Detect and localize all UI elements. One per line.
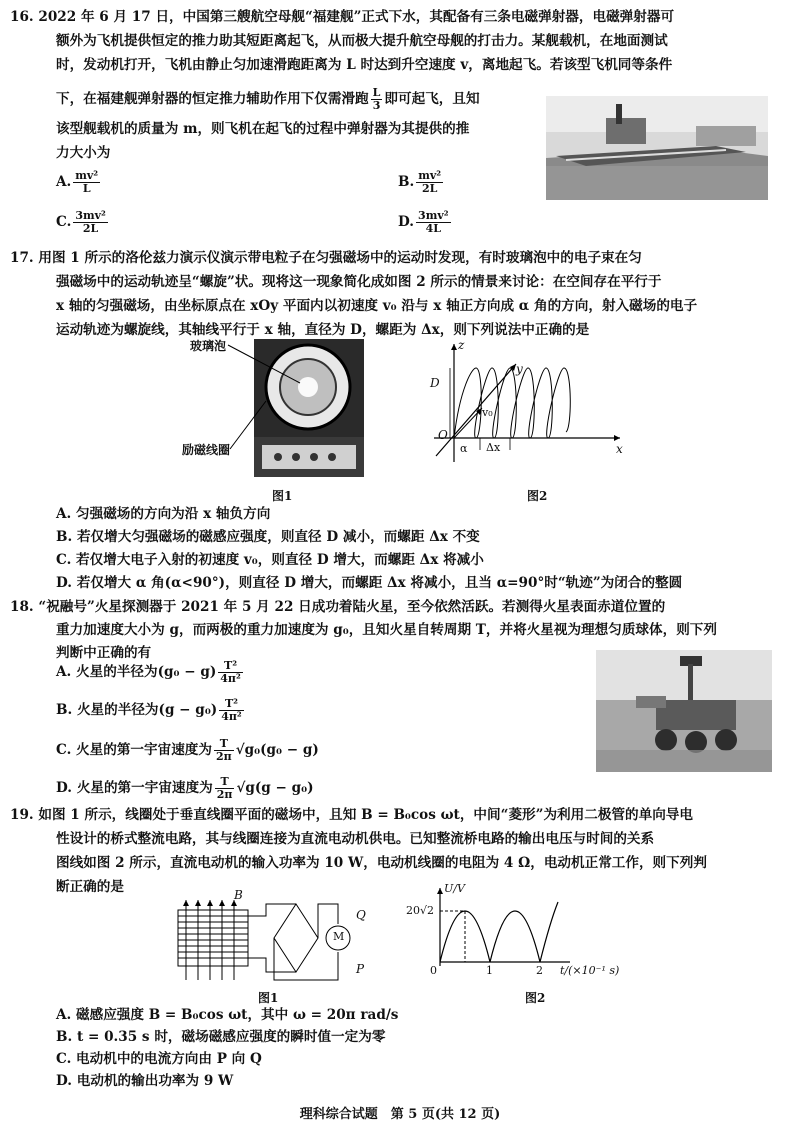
q19-option-d: D. 电动机的输出功率为 9 W bbox=[56, 1073, 234, 1089]
q17-line3: x 轴的匀强磁场，由坐标原点在 xOy 平面内以初速度 v₀ 沿与 x 轴正方向成 α 角的方向，射入磁场的电子 bbox=[56, 298, 698, 314]
q19-line3: 图线如图 2 所示，直流电动机的输入功率为 10 W，电动机线圈的电阻为 4 Ω，电动机正常工作，则下列判 bbox=[56, 855, 707, 871]
rectifier-circuit-figure bbox=[170, 888, 370, 988]
q17-option-c: C. 若仅增大电子入射的初速度 v₀，则直径 D 增大，而螺距 Δx 将减小 bbox=[56, 552, 484, 568]
x-axis-label: x bbox=[616, 442, 623, 456]
q17-line1: 17. 用图 1 所示的洛伦兹力演示仪演示带电粒子在匀强磁场中的运动时发现，有时玻璃泡中的电子束在匀 bbox=[10, 250, 642, 266]
q16-line2: 额外为飞机提供恒定的推力助其短距离起飞，从而极大提升航空母舰的打击力。某舰载机，在地面测试 bbox=[56, 33, 668, 49]
q18-option-b: B. 火星的半径为(g − g₀) $\frac{\text{T²}}{\text{4π²}}$ bbox=[56, 697, 242, 723]
q18-line2: 重力加速度大小为 g，而两极的重力加速度为 g₀，且知火星自转周期 T，并将火星视为理想匀质球体，则下列 bbox=[56, 622, 717, 638]
q19-option-a: A. 磁感应强度 B = B₀cos ωt，其中 ω = 20π rad/s bbox=[56, 1007, 399, 1023]
q19-figure1-caption: 图1 bbox=[258, 991, 279, 1005]
q19-line4: 断正确的是 bbox=[56, 879, 124, 895]
alpha-label: α bbox=[460, 442, 468, 455]
lorentz-device-figure bbox=[182, 337, 370, 482]
q16-option-b: B. $\frac{\text{mv²}}{2L}$ bbox=[398, 169, 442, 195]
q16-option-a: A. $\frac{\text{mv²}}{L}$ bbox=[56, 169, 99, 195]
q16-line5: 该型舰载机的质量为 m，则飞机在起飞的过程中弹射器为其提供的推 bbox=[56, 121, 470, 137]
terminal-q-label: Q bbox=[356, 908, 366, 922]
q18-option-d: D. 火星的第一宇宙速度为 $\frac{T}{2\pi}$ √g(g − g₀) bbox=[56, 775, 314, 801]
q16-line4: 下，在福建舰弹射器的恒定推力辅助作用下仅需滑跑 $\frac{L}{3}$ 即可起飞，且知 bbox=[56, 86, 480, 112]
glass-bulb-label: 玻璃泡 bbox=[190, 339, 227, 353]
q16-option-d: D. $\frac{\text{3mv²}}{4L}$ bbox=[398, 209, 449, 235]
q18-line1: 18. “祝融号”火星探测器于 2021 年 5 月 22 日成功着陆火星，至今依然活跃。若测得火星表面赤道位置的 bbox=[10, 599, 666, 615]
q18-option-c: C. 火星的第一宇宙速度为 $\frac{T}{2\pi}$ √g₀(g₀ − g) bbox=[56, 737, 319, 763]
q18-option-a: A. 火星的半径为(g₀ − g) $\frac{\text{T²}}{\text{4π²}}$ bbox=[56, 659, 241, 685]
q17-line4: 运动轨迹为螺旋线，其轴线平行于 x 轴，直径为 D，螺距为 Δx，则下列说法中正确的是 bbox=[56, 322, 590, 338]
q17-option-b: B. 若仅增大匀强磁场的磁感应强度，则直径 D 减小，而螺距 Δx 不变 bbox=[56, 529, 480, 545]
q17-figure2-caption: 图2 bbox=[527, 489, 548, 503]
pitch-label: Δx bbox=[486, 441, 501, 454]
tick-2-label: 2 bbox=[536, 964, 543, 977]
q19-option-b: B. t = 0.35 s 时，磁场磁感应强度的瞬时值一定为零 bbox=[56, 1029, 386, 1045]
q19-line1: 19. 如图 1 所示，线圈处于垂直线圈平面的磁场中，且知 B = B₀cos ωt，中间“菱形”为利用二极管的单向导电 bbox=[10, 807, 693, 823]
page-footer: 理科综合试题 第 5 页(共 12 页) bbox=[299, 1107, 501, 1122]
coil-label: 励磁线圈 bbox=[182, 443, 231, 457]
q17-option-d: D. 若仅增大 α 角(α<90°)，则直径 D 增大，而螺距 Δx 将减小，且当 α=90°时“轨迹”为闭合的整圆 bbox=[56, 575, 683, 591]
peak-voltage-label: 20√2 bbox=[406, 904, 435, 917]
terminal-p-label: P bbox=[356, 962, 365, 976]
aircraft-carrier-photo bbox=[546, 96, 768, 200]
voltage-time-figure bbox=[406, 882, 650, 987]
q17-line2: 强磁场中的运动轨迹呈“螺旋”状。现将这一现象简化成如图 2 所示的情景来讨论：在空间存在平行于 bbox=[56, 274, 662, 290]
magnetic-field-label: B bbox=[234, 888, 243, 902]
z-axis-label: z bbox=[458, 338, 465, 352]
q16-line3: 时，发动机打开，飞机由静止匀加速滑跑距离为 L 时达到升空速度 v，离地起飞。若该型飞机同等条件 bbox=[56, 57, 673, 73]
origin-zero-label: 0 bbox=[430, 964, 437, 977]
fraction-l-over-3: $\frac{L}{3}$ bbox=[372, 86, 381, 112]
q17-option-a: A. 匀强磁场的方向为沿 x 轴负方向 bbox=[56, 506, 271, 522]
q19-option-c: C. 电动机中的电流方向由 P 向 Q bbox=[56, 1051, 262, 1067]
tick-1-label: 1 bbox=[486, 964, 493, 977]
q17-figure1-caption: 图1 bbox=[272, 489, 293, 503]
origin-label: O bbox=[438, 428, 448, 442]
q19-figure2-caption: 图2 bbox=[525, 991, 546, 1005]
diameter-label: D bbox=[430, 376, 440, 390]
voltage-axis-label: U/V bbox=[444, 882, 465, 895]
time-axis-label: t/(×10⁻¹ s) bbox=[560, 964, 620, 977]
motor-label: M bbox=[333, 930, 345, 943]
q16-line1: 16. 2022 年 6 月 17 日，中国第三艘航空母舰“福建舰”正式下水，其配备有三条电磁弹射器，电磁弹射器可 bbox=[10, 9, 675, 25]
helix-trajectory-figure bbox=[420, 338, 630, 468]
q19-line2: 性设计的桥式整流电路，其与线圈连接为直流电动机供电。已知整流桥电路的输出电压与时间的关系 bbox=[56, 831, 655, 847]
q16-option-c: C. $\frac{\text{3mv²}}{2L}$ bbox=[56, 209, 106, 235]
v0-label: v₀ bbox=[482, 406, 493, 419]
q16-line6: 力大小为 bbox=[56, 145, 111, 161]
y-axis-label: y bbox=[516, 362, 523, 376]
q18-line3: 判断中正确的有 bbox=[56, 645, 152, 661]
mars-rover-photo bbox=[596, 650, 772, 772]
